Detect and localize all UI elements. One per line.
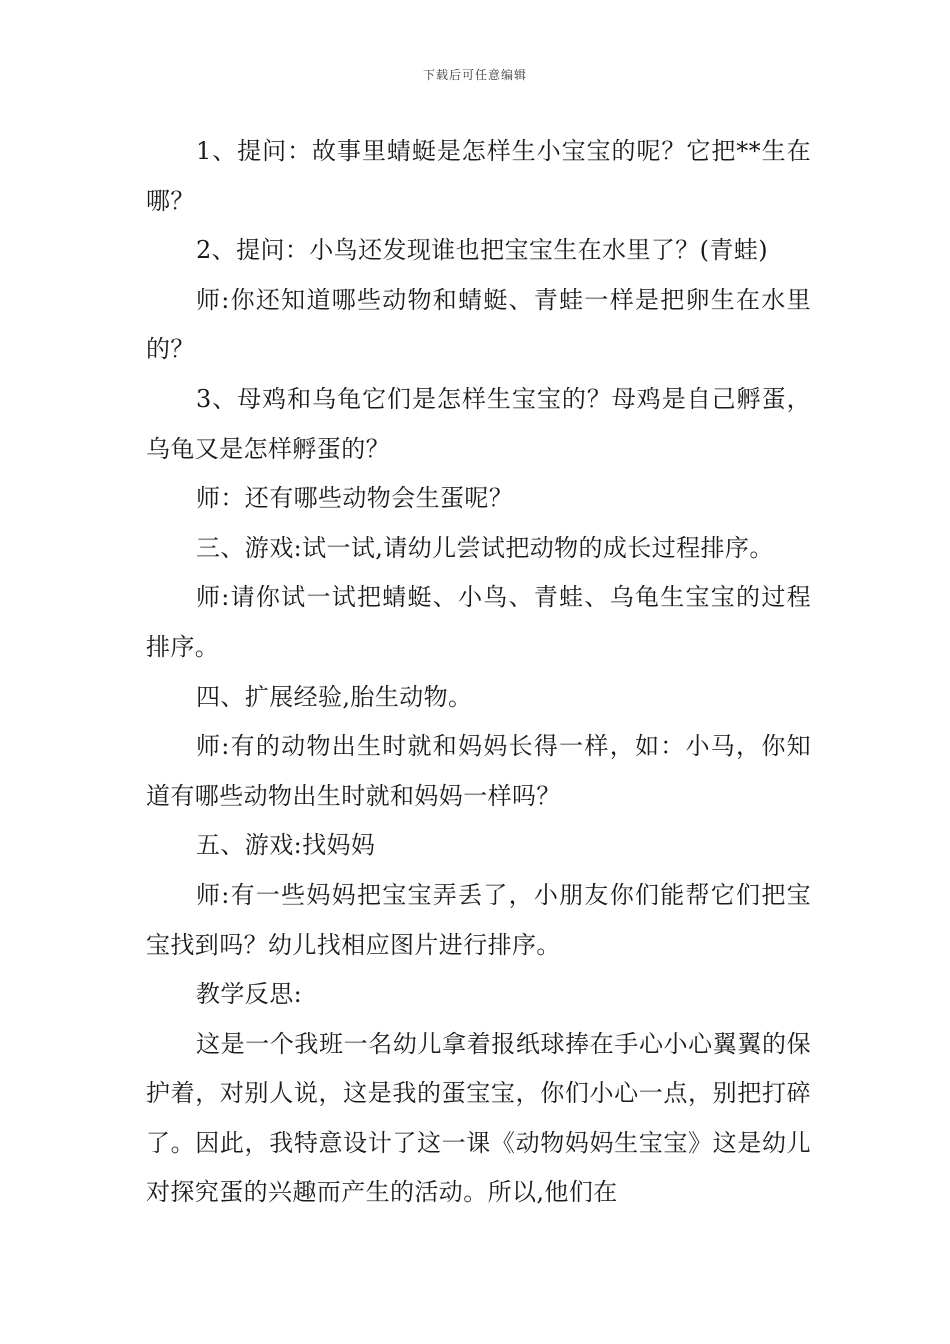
paragraph-reflection-body: 这是一个我班一名幼儿拿着报纸球捧在手心小心翼翼的保护着，对别人说，这是我的蛋宝宝，你们小心一点，别把打碎了。因此，我特意设计了这一课《动物妈妈生宝宝》这是幼儿对探究蛋的兴趣而产生的活动。所以,他们在 <box>146 1029 811 1207</box>
paragraph-section-3-game: 三、游戏:试一试,请幼儿尝试把动物的成长过程排序。 <box>196 533 774 562</box>
paragraph-question-3: 3、母鸡和乌龟它们是怎样生宝宝的？母鸡是自己孵蛋，乌龟又是怎样孵蛋的？ <box>146 384 811 463</box>
document-body <box>146 127 811 1218</box>
paragraph-reflection-heading: 教学反思: <box>196 980 303 1009</box>
paragraph-question-2: 2、提问：小鸟还发现谁也把宝宝生在水里了？(青蛙) <box>196 236 768 265</box>
paragraph-teacher-ordering: 师:请你试一试把蜻蜓、小鸟、青蛙、乌龟生宝宝的过程排序。 <box>146 583 811 661</box>
paragraph-section-4-viviparous: 四、扩展经验,胎生动物。 <box>196 682 473 711</box>
paragraph-question-1: 1、提问：故事里蜻蜓是怎样生小宝宝的呢？它把**生在哪？ <box>146 137 811 215</box>
paragraph-teacher-egg-animals: 师：还有哪些动物会生蛋呢？ <box>196 484 514 513</box>
paragraph-teacher-water-animals: 师:你还知道哪些动物和蜻蜓、青蛙一样是把卵生在水里的？ <box>146 285 811 364</box>
page-header: 下载后可任意编辑 <box>422 68 527 82</box>
paragraph-teacher-find-mother: 师:有一些妈妈把宝宝弄丢了，小朋友你们能帮它们把宝宝找到吗？幼儿找相应图片进行排序。 <box>146 880 811 959</box>
paragraph-section-5-game: 五、游戏:找妈妈 <box>196 831 376 860</box>
paragraph-teacher-viviparous: 师:有的动物出生时就和妈妈长得一样，如：小马，你知道有哪些动物出生时就和妈妈一样吗？ <box>146 732 811 810</box>
